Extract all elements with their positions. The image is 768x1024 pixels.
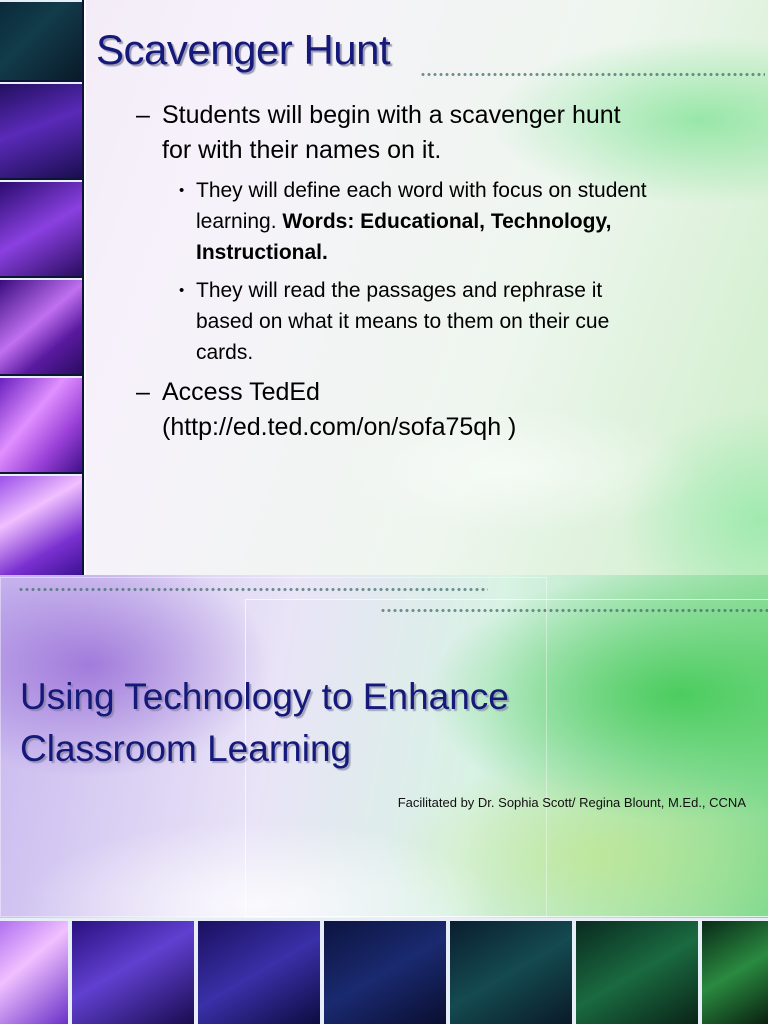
decorative-tile [450, 921, 572, 1024]
dash-item-teded [136, 375, 736, 445]
decorative-tile [702, 921, 768, 1024]
decorative-tile [0, 0, 82, 80]
left-decorative-strip [0, 0, 84, 575]
item-line: Students will begin with a scavenger hunt [162, 101, 621, 129]
title-line: Classroom Learning [20, 728, 352, 769]
dash-marker: – [136, 101, 150, 129]
bullet-line: They will define each word with focus on student [196, 179, 647, 202]
presentation-title [20, 671, 720, 775]
item-line: for with their names on it. [162, 136, 442, 164]
bullet-line: They will read the passages and rephrase it [196, 279, 603, 302]
decorative-tile [0, 278, 82, 374]
item-line: (http://ed.ted.com/on/sofa75qh ) [162, 413, 517, 441]
bullet-text-bold: Instructional. [196, 241, 328, 264]
bullet-text-bold: Words: Educational, Technology, [282, 210, 612, 233]
bullet-marker: • [179, 282, 185, 299]
bullet-line [196, 206, 746, 237]
title-line: Using Technology to Enhance [20, 676, 509, 717]
bullet-item-define [176, 175, 746, 268]
bullet-text-plain: learning. [196, 210, 283, 233]
dash-marker: – [136, 378, 150, 406]
bullet-item-read [176, 275, 746, 368]
slide-title-page [0, 575, 768, 1024]
bullet-marker: • [179, 182, 185, 199]
slide-title: Scavenger Hunt [96, 26, 391, 73]
bullet-line: cards. [196, 341, 254, 364]
decorative-tile [0, 474, 82, 575]
decorative-tile [0, 376, 82, 472]
decorative-tile [72, 921, 194, 1024]
bottom-decorative-strip [0, 918, 768, 1024]
bullet-line [196, 237, 746, 268]
dotted-divider [420, 72, 765, 77]
item-line: Access TedEd [162, 378, 320, 406]
dash-item-scavenger [136, 98, 736, 168]
decorative-tile [324, 921, 446, 1024]
decorative-tile [0, 921, 68, 1024]
decorative-tile [0, 180, 82, 276]
frame-line [84, 0, 86, 575]
decorative-tile [0, 82, 82, 178]
presenter-credit: Facilitated by Dr. Sophia Scott/ Regina Blount, M.Ed., CCNA [397, 795, 746, 810]
bullet-line: based on what it means to them on their cue [196, 310, 610, 333]
decorative-tile [576, 921, 698, 1024]
decorative-tile [198, 921, 320, 1024]
